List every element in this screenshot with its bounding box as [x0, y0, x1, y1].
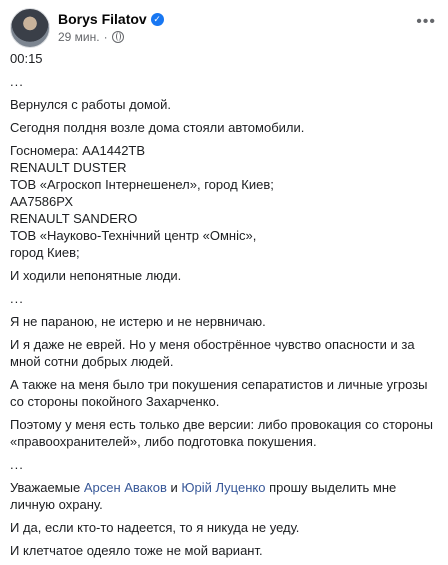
post-header [10, 8, 438, 48]
post-paragraph: И я даже не еврей. Но у меня обострённое чувство опасности и за мной сотни добрых людей. [10, 337, 415, 369]
globe-icon[interactable] [112, 31, 124, 43]
post-paragraph: Я не параною, не истерю и не нервничаю. [10, 314, 266, 329]
post-paragraph: Поэтому у меня есть только две версии: либо провокация со стороны «правоохранителей», либо подготовка покушения. [10, 417, 433, 449]
post-meta: 29 мин. · [58, 30, 124, 44]
text-segment: и [166, 480, 182, 495]
post-paragraph: И ходили непонятные люди. [10, 268, 182, 283]
text-segment: Уважаемые [10, 480, 84, 495]
author-row [58, 11, 164, 27]
verified-check-icon: ✓ [151, 13, 164, 26]
post-paragraph: А также на меня было три покушения сепаратистов и личные угрозы со стороны покойного Захарченко. [10, 377, 428, 409]
post-paragraph: Госномера: АА1442ТВ RENAULT DUSTER ТОВ «Агроскоп Інтернешенел», город Киев; АА7586РХ RENAULT SANDERO ТОВ «Науково-Технічний центр «Омніс», город Киев; [10, 143, 274, 260]
post-paragraph: 00:15 [10, 51, 43, 66]
mention-paragraph [10, 479, 438, 513]
mention-link-lutsenko[interactable]: Юрій Луценко [181, 480, 266, 495]
post-paragraph: И клетчатое одеяло тоже не мой вариант. [10, 543, 263, 558]
avatar[interactable] [10, 8, 50, 48]
post-paragraph: Сегодня полдня возле дома стояли автомобили. [10, 120, 305, 135]
post-body [10, 50, 438, 565]
mention-link-avakov[interactable]: Арсен Аваков [83, 480, 167, 495]
post-paragraph: ... [10, 291, 24, 306]
post-paragraph: ... [10, 74, 24, 89]
author-name[interactable]: Borys Filatov [58, 11, 147, 27]
post-paragraph: Вернулся с работы домой. [10, 97, 171, 112]
text-segment: прошу выделить мне личную охрану. [10, 480, 397, 512]
post-timestamp[interactable]: 29 мин. [58, 30, 100, 44]
more-horizontal-icon[interactable]: ••• [416, 13, 436, 30]
post-paragraph: ... [10, 457, 24, 472]
post-paragraph: И да, если кто-то надеется, то я никуда не уеду. [10, 520, 300, 535]
